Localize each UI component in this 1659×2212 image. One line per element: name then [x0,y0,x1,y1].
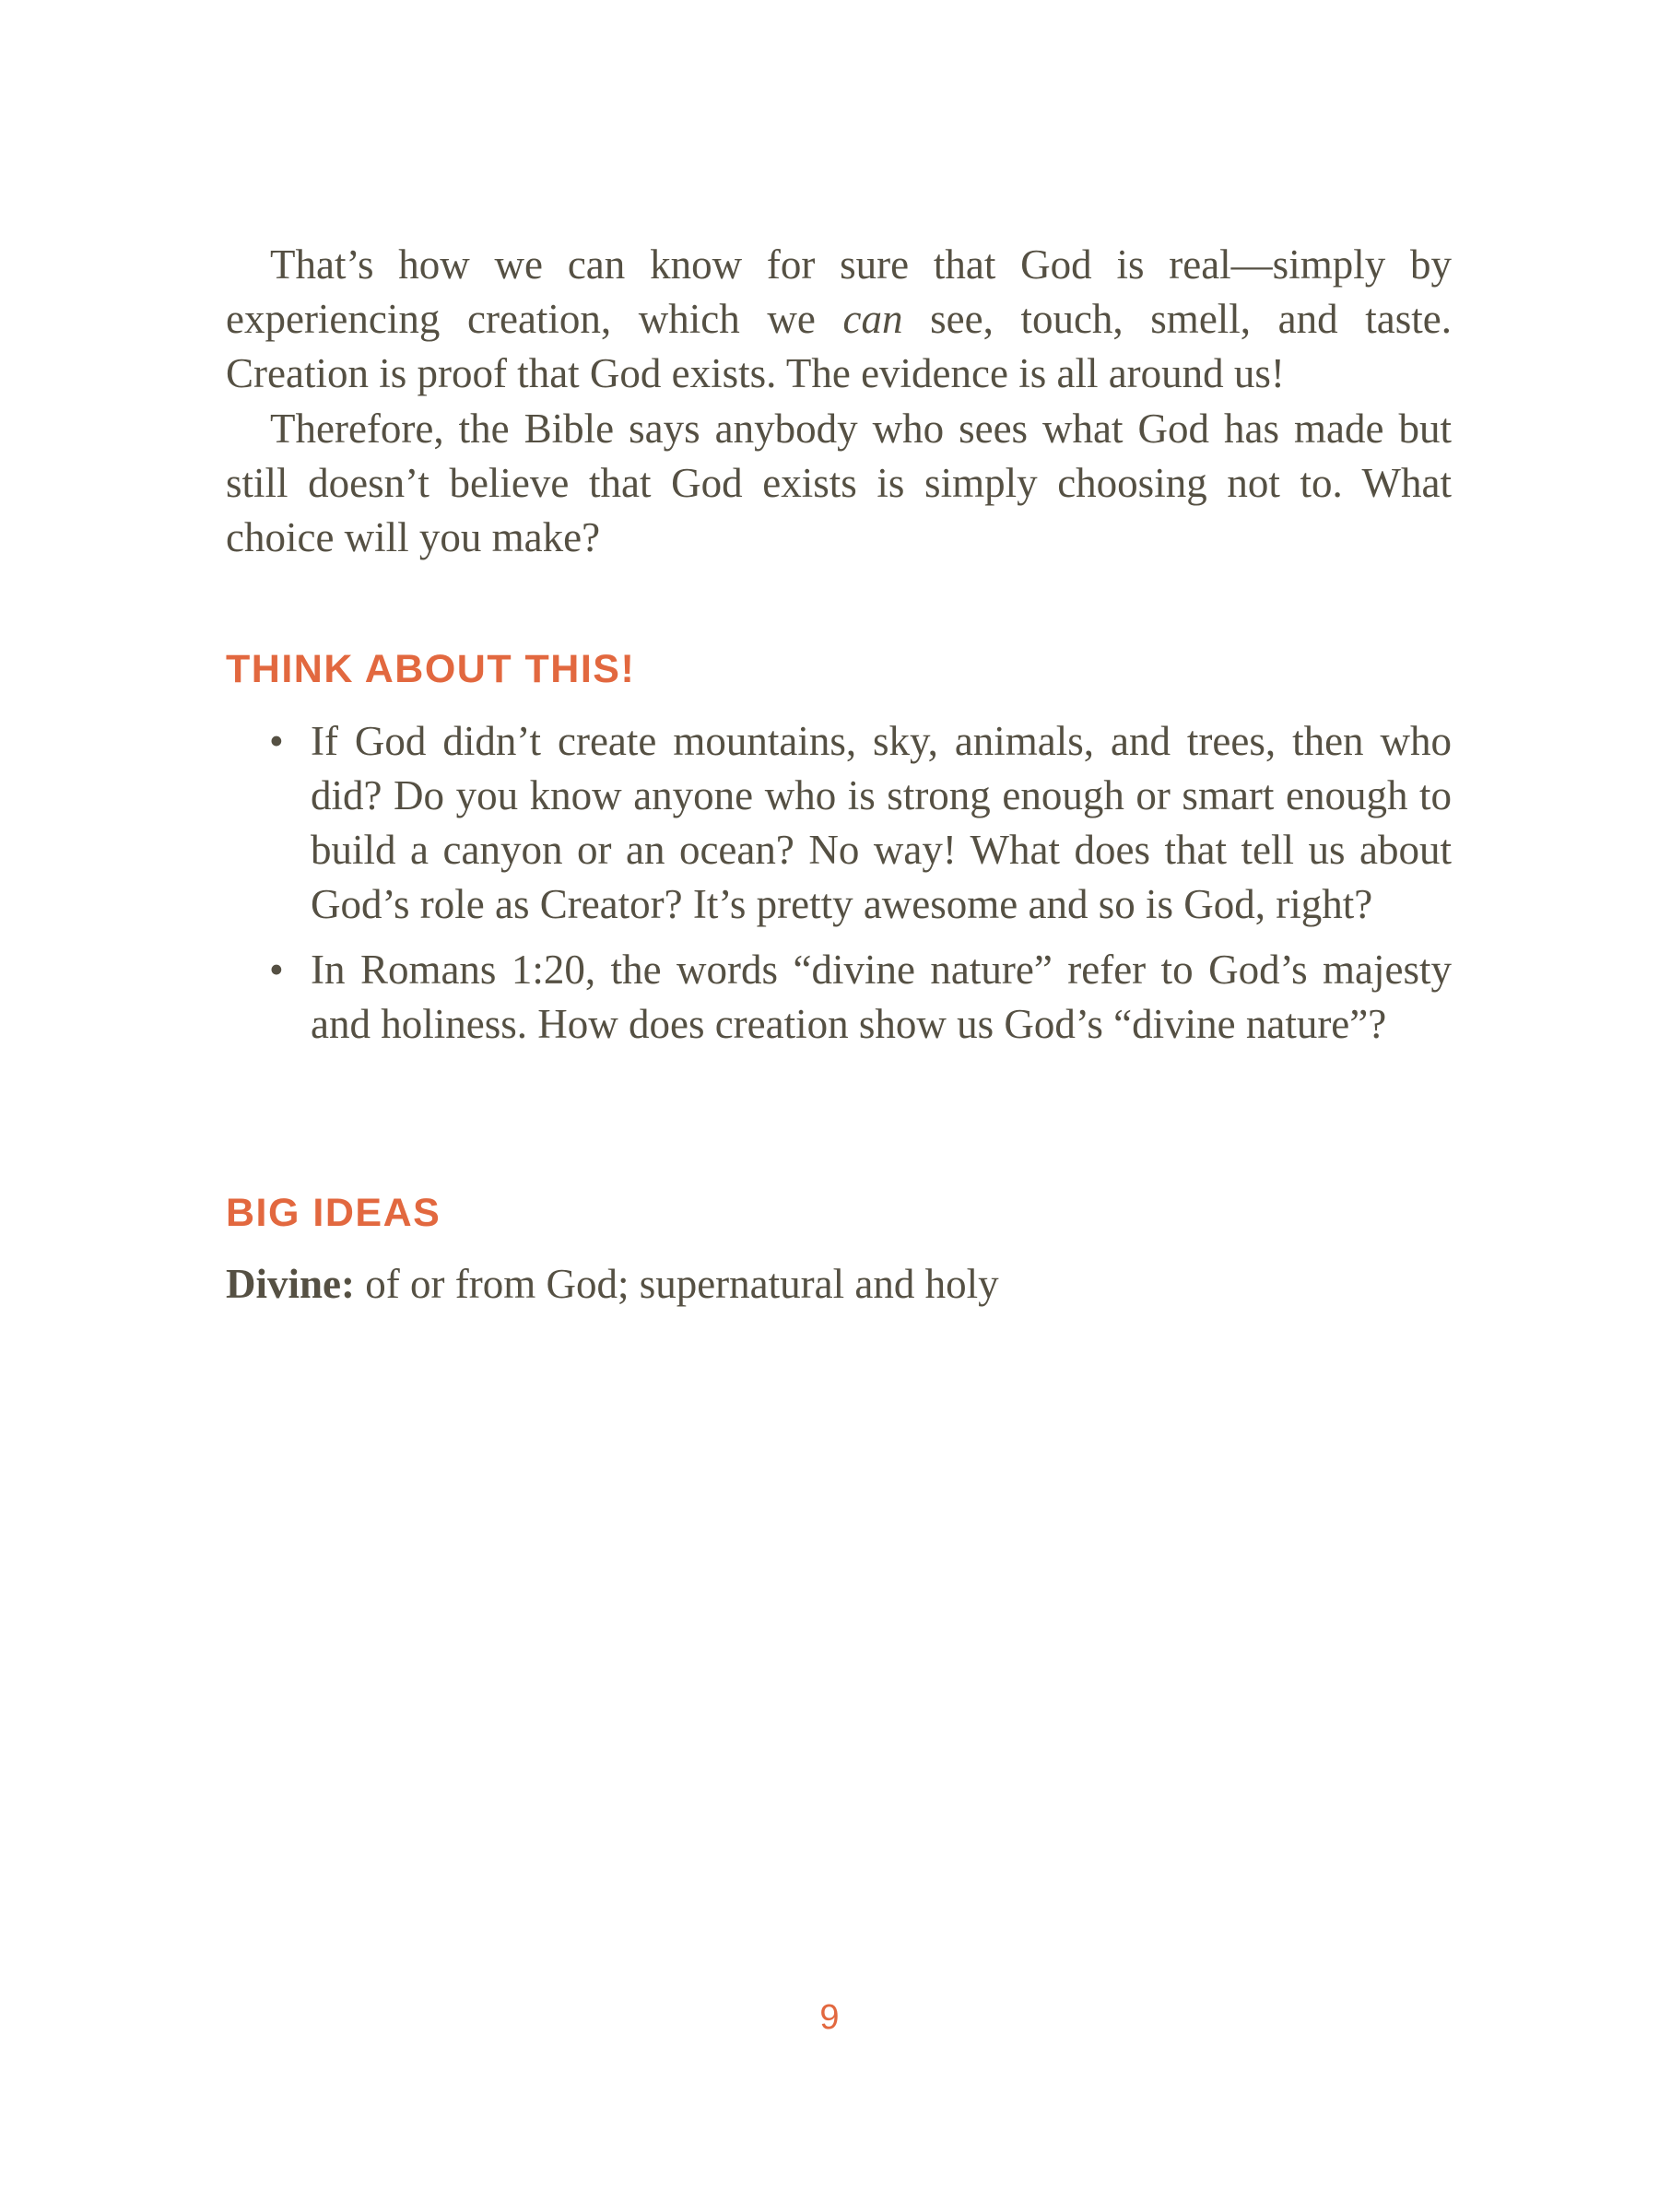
definition-divine [226,1257,1452,1312]
paragraph-choice [226,402,1452,565]
list-item-text: In Romans 1:20, the words “divine nature” refer to God’s majesty and holiness. How does creation show us God’s “divine nature”? [311,947,1452,1047]
think-about-this-heading: THINK ABOUT THIS! [226,647,636,691]
paragraph-1 [226,238,1452,401]
definition-text: of or from God; supernatural and holy [355,1261,999,1307]
think-about-this-list [267,714,1452,1063]
paragraph-creation-evidence [226,238,1452,401]
list-item [267,943,1452,1052]
paragraph-2: Therefore, the Bible says anybody who sees what God has made but still doesn’t believe that God exists is simply choosing not to. What choice will you make? [226,406,1452,560]
paragraph-1-end: see, touch, smell, and taste. Creation is proof that God exists. The evidence is all around us! [226,296,1452,396]
bullet-icon: • [269,947,284,993]
list-item [267,714,1452,932]
page-number: 9 [819,1998,840,2037]
paragraph-1-emphasis: can [842,296,903,342]
big-ideas-heading: BIG IDEAS [226,1191,441,1235]
bullet-icon: • [269,718,284,764]
paragraph-1-start: That’s how we can know for sure that God is real—simply by experiencing creation, which we [226,241,1452,342]
definition-term: Divine: [226,1261,355,1307]
list-item-text: If God didn’t create mountains, sky, animals, and trees, then who did? Do you know anyone who is strong enough or smart enough to build a canyon or an ocean? No way! What does that tell us about God’s role as Creator? It’s pretty awesome and so is God, right? [311,718,1452,927]
